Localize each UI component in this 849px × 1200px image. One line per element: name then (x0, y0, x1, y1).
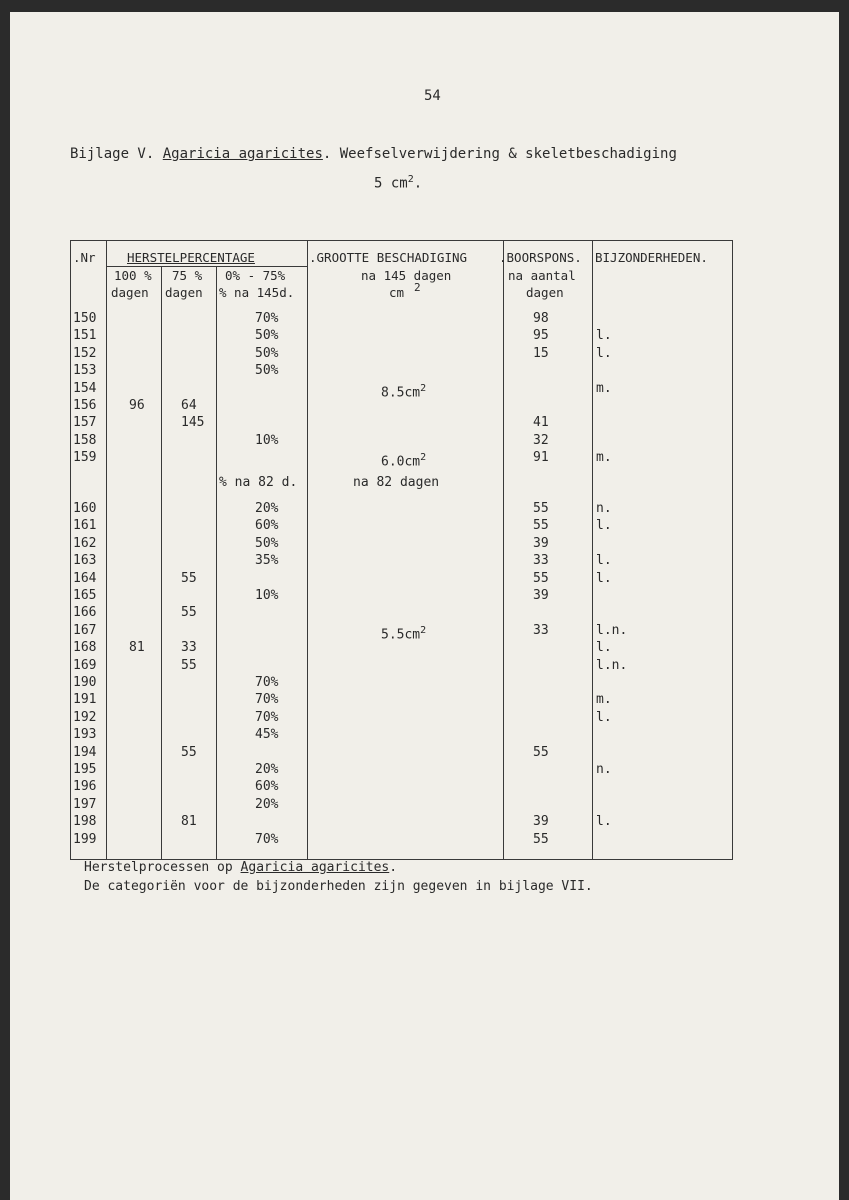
header-bijzonderheden: BIJZONDERHEDEN. (595, 250, 708, 265)
cell-boor: 55 (533, 518, 549, 534)
cell-boor: 39 (533, 814, 549, 830)
cell-boor: 33 (533, 622, 549, 638)
cell-p75: 145 (181, 415, 205, 431)
cell-size-exponent: 2 (420, 452, 427, 464)
header-75-line1: 75 % (172, 268, 203, 283)
cell-p0: 20% (255, 796, 279, 812)
data-table (70, 240, 733, 860)
column-divider (307, 241, 308, 859)
header-grootte-line1: na 145 dagen (361, 268, 452, 283)
cell-boor: 95 (533, 328, 549, 344)
cell-bij: l. (596, 709, 612, 725)
footer-line-1-prefix: Herstelprocessen op (84, 860, 241, 875)
cell-size: $8.5cm^2$ (381, 382, 427, 400)
cell-nr: 161 (73, 518, 97, 534)
header-0-75-line2: % na 145d. (219, 285, 295, 300)
cell-bij: l. (596, 345, 612, 361)
cell-nr: 199 (73, 831, 97, 847)
cell-bij: l. (596, 570, 612, 586)
cell-p0: 70% (255, 692, 279, 708)
cell-p75: 55 (181, 570, 197, 586)
cell-boor: 32 (533, 432, 549, 448)
header-nr: .Nr (73, 250, 96, 265)
footer-line-1-tail: . (389, 860, 398, 875)
cell-nr: 164 (73, 570, 97, 586)
cell-p0: 70% (255, 675, 279, 690)
cell-nr: 168 (73, 640, 97, 656)
header-herstelpercentage: HERSTELPERCENTAGE (127, 250, 255, 265)
cell-size-exponent: 2 (420, 624, 427, 636)
cell-nr: 157 (73, 415, 97, 431)
cell-p0: 20% (255, 762, 279, 777)
cell-size-exponent: 2 (420, 382, 427, 394)
cell-bij: l. (596, 328, 612, 344)
cell-size: $6.0cm^2$ (381, 452, 427, 470)
cell-nr: 160 (73, 501, 97, 516)
cell-p0: 50% (255, 345, 279, 361)
cell-nr: 191 (73, 692, 97, 708)
cell-boor: 41 (533, 415, 549, 431)
column-divider (592, 241, 593, 859)
cell-nr: 162 (73, 535, 97, 551)
cell-nr: 152 (73, 345, 97, 361)
header-boorspons: .BOORSPONS. (499, 250, 582, 265)
cell-boor: 33 (533, 553, 549, 569)
cell-bij: m. (596, 450, 612, 466)
header-boorspons-line1: na aantal (508, 268, 576, 283)
cell-p0: 70% (255, 311, 279, 326)
cell-nr: 192 (73, 709, 97, 725)
midheader-grootte: na 82 dagen (353, 475, 440, 490)
cell-bij: n. (596, 501, 612, 516)
cell-nr: 151 (73, 328, 97, 344)
title-species: Agaricia agaricites (162, 146, 323, 162)
title-area (374, 174, 422, 192)
header-100-line1: 100 % (114, 268, 152, 283)
header-boorspons-line2: dagen (526, 285, 564, 300)
cell-boor: 91 (533, 450, 549, 466)
cell-nr: 159 (73, 450, 97, 466)
cell-bij: l. (596, 553, 612, 569)
cell-p75: 64 (181, 398, 197, 413)
title-area-value: 5 cm (374, 175, 408, 192)
appendix-title (70, 146, 677, 162)
document-page (10, 12, 839, 1200)
cell-p75: 55 (181, 744, 197, 760)
cell-nr: 165 (73, 588, 97, 603)
cell-bij: m. (596, 692, 612, 708)
cell-boor: 98 (533, 311, 549, 326)
cell-nr: 193 (73, 727, 97, 743)
cell-nr: 198 (73, 814, 97, 830)
cell-bij: l. (596, 518, 612, 534)
cell-boor: 15 (533, 345, 549, 361)
midheader-percentage: % na 82 d. (219, 475, 298, 490)
cell-bij: l.n. (596, 622, 628, 638)
cell-nr: 190 (73, 675, 97, 690)
header-grootte-subscript: 2 (414, 281, 421, 294)
cell-p0: 60% (255, 779, 279, 795)
footer-line-1-species: Agaricia agaricites (240, 860, 390, 875)
cell-bij: l. (596, 814, 612, 830)
header-grootte-line2: cm (389, 285, 405, 300)
column-divider (216, 267, 217, 859)
cell-p0: 10% (255, 588, 279, 603)
cell-p0: 20% (255, 501, 279, 516)
cell-nr: 167 (73, 622, 97, 638)
cell-nr: 197 (73, 796, 97, 812)
title-rest: . Weefselverwijdering & skeletbeschadiging (322, 146, 677, 162)
cell-bij: n. (596, 762, 612, 777)
cell-nr: 163 (73, 553, 97, 569)
cell-nr: 166 (73, 605, 97, 621)
cell-boor: 55 (533, 831, 549, 847)
title-prefix: Bijlage V. (70, 146, 155, 162)
cell-p75: 81 (181, 814, 197, 830)
cell-p0: 10% (255, 432, 279, 448)
cell-nr: 153 (73, 363, 97, 379)
cell-p100: 96 (129, 398, 145, 413)
cell-nr: 169 (73, 657, 97, 673)
cell-nr: 158 (73, 432, 97, 448)
column-divider (503, 241, 504, 859)
cell-boor: 55 (533, 570, 549, 586)
header-grootte: .GROOTTE BESCHADIGING (309, 250, 468, 265)
column-divider (106, 241, 107, 859)
cell-p0: 45% (255, 727, 279, 743)
column-divider (161, 267, 162, 859)
footer-line-1 (84, 860, 397, 875)
title-area-exponent: 2 (407, 174, 414, 185)
cell-p0: 35% (255, 553, 279, 569)
cell-bij: m. (596, 380, 612, 396)
cell-p0: 50% (255, 535, 279, 551)
cell-boor: 39 (533, 535, 549, 551)
cell-nr: 194 (73, 744, 97, 760)
cell-nr: 150 (73, 311, 97, 326)
title-area-tail: . (413, 175, 423, 192)
cell-p75: 55 (181, 657, 197, 673)
cell-nr: 154 (73, 380, 97, 396)
cell-p100: 81 (129, 640, 145, 656)
cell-bij: l. (596, 640, 612, 656)
cell-boor: 55 (533, 501, 549, 516)
cell-nr: 195 (73, 762, 97, 777)
footer-line-2: De categoriën voor de bijzonderheden zijn gegeven in bijlage VII. (84, 879, 593, 894)
cell-boor: 39 (533, 588, 549, 603)
cell-p0: 70% (255, 831, 279, 847)
header-divider (106, 266, 307, 267)
cell-bij: l.n. (596, 657, 628, 673)
cell-p0: 60% (255, 518, 279, 534)
cell-size: $5.5cm^2$ (381, 624, 427, 643)
cell-p0: 70% (255, 709, 279, 725)
page-number: 54 (424, 88, 441, 104)
header-0-75-line1: 0% - 75% (225, 268, 286, 283)
header-100-line2: dagen (111, 285, 149, 300)
cell-boor: 55 (533, 744, 549, 760)
cell-p75: 33 (181, 640, 197, 656)
cell-nr: 156 (73, 398, 97, 413)
cell-p0: 50% (255, 328, 279, 344)
cell-p0: 50% (255, 363, 279, 379)
header-75-line2: dagen (165, 285, 203, 300)
cell-p75: 55 (181, 605, 197, 621)
cell-nr: 196 (73, 779, 97, 795)
